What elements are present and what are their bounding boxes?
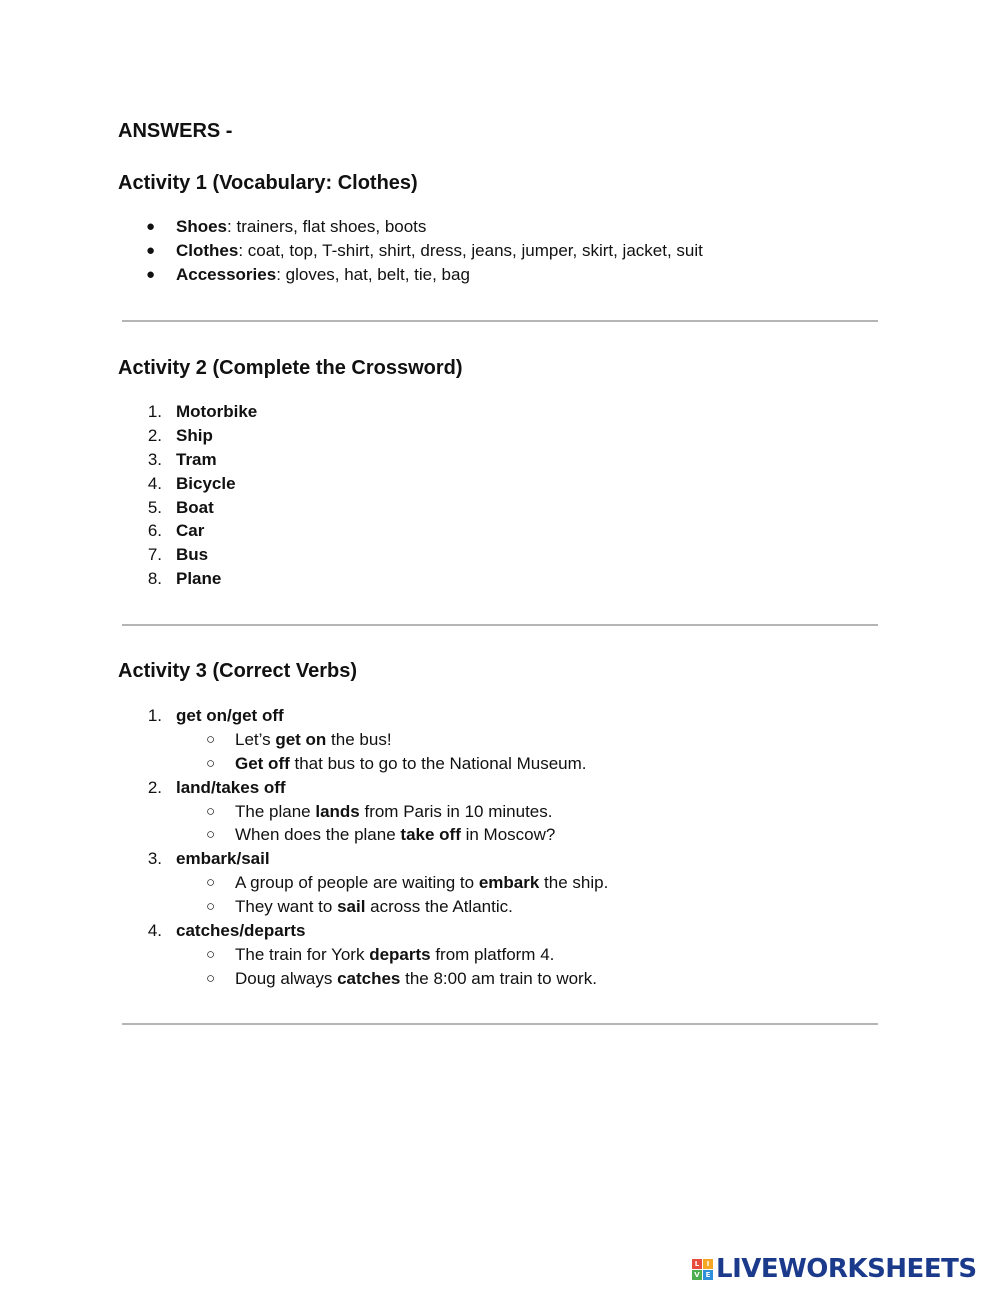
sentence-verb: embark	[478, 873, 540, 893]
sentence-text: A group of people are waiting to	[235, 873, 479, 893]
item-number: 6.	[147, 521, 162, 541]
sentence-text: Doug always	[235, 968, 338, 988]
sentence-text: that bus to go to the National Museum.	[289, 753, 587, 773]
sentence-text: in Moscow?	[460, 825, 556, 845]
page-title: ANSWERS -	[118, 120, 233, 142]
sentence-text: Let’s	[235, 729, 276, 749]
category-term: Shoes	[176, 217, 228, 236]
item-number: 4.	[147, 921, 162, 941]
logo-block: V	[692, 1270, 702, 1280]
activity3-heading: Activity 3 (Correct Verbs)	[118, 660, 357, 682]
category-term: Clothes	[176, 240, 239, 260]
sentence-text: the ship.	[539, 873, 609, 893]
sentence-verb: departs	[369, 944, 431, 964]
liveworksheets-logo	[692, 1254, 977, 1284]
sentence-verb: catches	[337, 968, 401, 988]
item-number: 2.	[147, 777, 162, 797]
verb-pair: get on/get off	[176, 706, 284, 725]
activity1-heading: Activity 1 (Vocabulary: Clothes)	[118, 172, 418, 194]
sentence-verb: get on	[275, 729, 327, 749]
item-number: 2.	[147, 425, 162, 445]
crossword-answer: Bus	[176, 545, 209, 565]
sentence-text: When does the plane	[235, 825, 401, 845]
sentence-text: from platform 4.	[430, 944, 555, 964]
crossword-answer: Bicycle	[176, 473, 236, 493]
sentence-text: The train for York	[235, 944, 370, 964]
item-number: 1.	[147, 706, 162, 725]
logo-blocks-icon	[692, 1259, 713, 1280]
logo-block: E	[703, 1270, 713, 1280]
verb-pair: land/takes off	[176, 777, 286, 797]
crossword-answer: Plane	[176, 569, 222, 589]
bullet-icon: ●	[146, 218, 156, 235]
category-items: : gloves, hat, belt, tie, bag	[276, 264, 470, 284]
sentence-verb: Get off	[235, 753, 290, 773]
category-term: Accessories	[176, 264, 277, 284]
verb-pair: catches/departs	[176, 921, 306, 941]
circle-bullet-icon: ○	[206, 874, 216, 892]
bullet-icon: ●	[146, 241, 156, 259]
logo-block: I	[703, 1259, 713, 1269]
section-divider	[122, 624, 878, 626]
section-divider	[122, 320, 878, 322]
activity2-heading: Activity 2 (Complete the Crossword)	[118, 357, 463, 379]
crossword-answer: Tram	[176, 449, 217, 469]
crossword-answer: Boat	[176, 497, 214, 517]
section-divider	[122, 1023, 878, 1025]
item-number: 5.	[147, 497, 162, 517]
item-number: 1.	[147, 402, 162, 421]
sentence-text: the 8:00 am train to work.	[400, 968, 597, 988]
circle-bullet-icon: ○	[206, 802, 216, 820]
item-number: 3.	[147, 849, 162, 869]
crossword-answer: Motorbike	[176, 402, 258, 421]
sentence-text: The plane	[235, 801, 316, 821]
circle-bullet-icon: ○	[206, 969, 216, 987]
circle-bullet-icon: ○	[206, 730, 216, 748]
sentence-text: the bus!	[326, 729, 392, 749]
bullet-icon: ●	[146, 265, 156, 283]
logo-text: LIVEWORKSHEETS	[716, 1254, 977, 1284]
category-items: : trainers, flat shoes, boots	[227, 217, 427, 236]
circle-bullet-icon: ○	[206, 945, 216, 963]
sentence-verb: sail	[337, 897, 366, 917]
sentence-text: across the Atlantic.	[365, 897, 513, 917]
sentence-verb: lands	[315, 801, 360, 821]
item-number: 3.	[147, 449, 162, 469]
crossword-answer: Car	[176, 521, 205, 541]
sentence-text: from Paris in 10 minutes.	[359, 801, 553, 821]
logo-block: L	[692, 1259, 702, 1269]
circle-bullet-icon: ○	[206, 754, 216, 772]
item-number: 8.	[147, 569, 162, 589]
item-number: 4.	[147, 473, 162, 493]
sentence-verb: take off	[400, 825, 461, 845]
circle-bullet-icon: ○	[206, 898, 216, 916]
verb-pair: embark/sail	[176, 849, 270, 869]
crossword-answer: Ship	[176, 425, 213, 445]
sentence-text: They want to	[235, 897, 338, 917]
circle-bullet-icon: ○	[206, 826, 216, 844]
category-items: : coat, top, T-shirt, shirt, dress, jeans, jumper, skirt, jacket, suit	[238, 240, 703, 260]
item-number: 7.	[147, 545, 162, 565]
